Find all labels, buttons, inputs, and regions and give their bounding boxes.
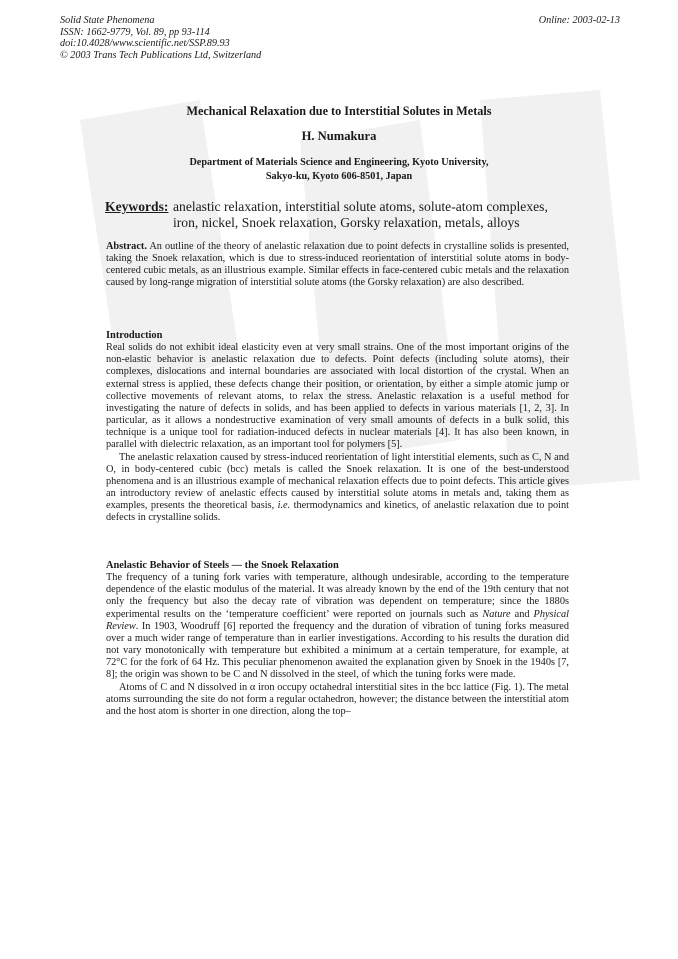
introduction-paragraph-1: Real solids do not exhibit ideal elasticity even at very small strains. One of the most important origins of the non-elastic behavior is anelastic relaxation due to defects. Point defects (including solute atoms), their complexes, dislocations and internal boundaries are associated with local distortion of the crystal. When an external stress is applied, these defects change their position, or orientation, by either a simple atomic jump or collective movements of relevant atoms, to relax the stress. Anelastic relaxation is a useful method for investigating the nature of defects in solids, and has been applied to defects in various materials [1, 2, 3]. In particular, as it allows a nondestructive examination of very small amounts of defects in a bulk solid, this technique is a unique tool for radiation-induced defects in nuclear materials [4]. It has also been known, in parallel with dielectric relaxation, as an important tool for polymers [5].	[106, 342, 569, 451]
keywords-text: anelastic relaxation, interstitial solute atoms, solute-atom complexes, iron, nickel, Snoek relaxation, Gorsky relaxation, metals, alloys	[173, 199, 548, 230]
abstract-text: An outline of the theory of anelastic relaxation due to point defects in crystalline solids is presented, taking the Snoek relaxation, which is due to stress-induced reorientation of interstitial solute atoms in body-centered cubic metals, as an illustrious example. Similar effects in face-centered cubic metals and the relaxation caused by long-range migration of interstitial solute atoms (the Gorsky relaxation) are also described.	[106, 241, 569, 289]
journal-metadata	[60, 15, 261, 61]
introduction-heading: Introduction	[106, 330, 163, 341]
snoek-paragraph-2: Atoms of C and N dissolved in α iron occupy octahedral interstitial sites in the bcc lattice (Fig. 1). The metal atoms surrounding the site do not form a regular octahedron, however; the distance between the interstitial atom and the host atom is shorter in one direction, along the top–	[106, 681, 569, 717]
paper-title: Mechanical Relaxation due to Interstitial Solutes in Metals	[186, 104, 492, 118]
issn-volume: ISSN: 1662-9779, Vol. 89, pp 93-114	[60, 26, 210, 38]
intro-p2-ie: i.e.	[277, 500, 291, 512]
journal-nature: Nature	[482, 608, 511, 620]
online-date: Online: 2003-02-13	[538, 15, 620, 26]
affiliation	[0, 156, 678, 183]
snoek-p1-and: and	[510, 608, 534, 620]
author: H. Numakura	[301, 129, 377, 143]
doi-link[interactable]: doi:10.4028/www.scientific.net/SSP.89.93	[60, 38, 230, 50]
snoek-section	[106, 560, 569, 718]
snoek-heading: Anelastic Behavior of Steels — the Snoek Relaxation	[106, 560, 339, 571]
snoek-p1-text-b: . In 1903, Woodruff [6] reported the frequency and the duration of vibration of tuning forks measured over a much wider range of temperature than in earlier investigations. According to his results the duration did not vary monotonically with temperature but exhibited a minimum at a certain temperature, for example, at 72°C for the fork of 64 Hz. This peculiar phenomenon awaited the explanation given by Snoek in the 1940s [7, 8]; the origin was shown to be C and N dissolved in the steel, of which the tuning forks were made.	[106, 620, 569, 681]
keywords-label: Keywords:	[105, 199, 169, 214]
affiliation-line-2: Sakyo-ku, Kyoto 606-8501, Japan	[265, 170, 413, 182]
introduction-paragraph-2	[106, 452, 569, 525]
journal-name: Solid State Phenomena	[60, 15, 155, 26]
affiliation-line-1: Department of Materials Science and Engineering, Kyoto University,	[189, 157, 489, 168]
introduction-section	[106, 330, 569, 525]
intro-p2-text-a: The anelastic relaxation caused by stress-induced reorientation of light interstitial elements, such as C, N and O, in body-centered cubic (bcc) metals is called the Snoek relaxation. It is one of the best-understood phenomena and is an illustrious example of mechanical relaxation effects due to point defects. This article gives an introductory review of anelastic effects caused by interstitial solute atoms in metals and, taking them as examples, presents the theoretical basis,	[106, 451, 569, 512]
abstract-label: Abstract.	[106, 241, 147, 252]
snoek-paragraph-1	[106, 572, 569, 681]
intro-p2-text-b: thermodynamics and kinetics, of anelastic relaxation due to point defects in crystalline solids.	[106, 500, 569, 524]
abstract	[106, 241, 569, 290]
copyright: © 2003 Trans Tech Publications Ltd, Switzerland	[60, 49, 262, 61]
snoek-p1-text-a: The frequency of a tuning fork varies with temperature, although undesirable, according to the temperature dependence of the elastic modulus of the material. It was already known by the end of the 19th century that not only the frequency but also the decay rate of vibration was dependent on temperature; since the 1880s experimental results on the ‘temperature coefficient’ were reported on journals such as	[106, 572, 569, 620]
journal-physical-review: Physical Review	[106, 608, 569, 632]
